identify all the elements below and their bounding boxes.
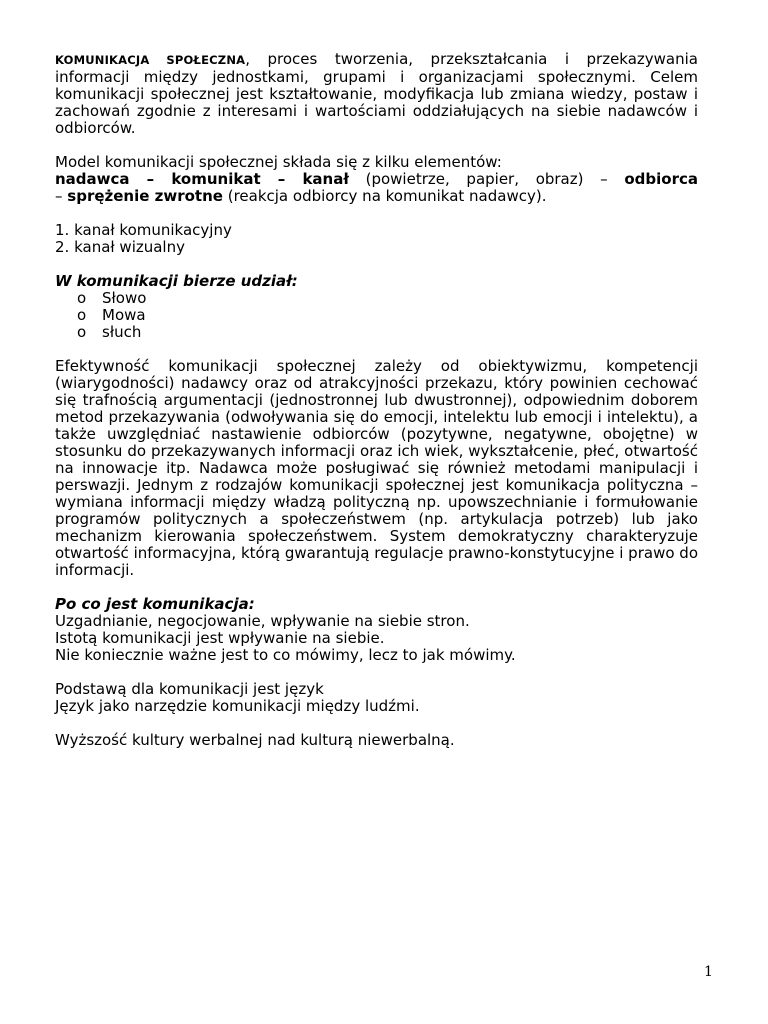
language-line: Język jako narzędzie komunikacji między ludźmi. [55, 697, 420, 715]
model-separator: – [55, 187, 68, 205]
list-item-text: Słowo [102, 289, 147, 307]
spacer [55, 205, 698, 222]
spacer [55, 341, 698, 358]
model-separator: – [260, 170, 303, 188]
bullet-marker: o [77, 289, 87, 307]
intro-text: , proces tworzenia, przekształcania i przekazywania informacji między jednostkami, grupami i organizacjami społecznymi. Celem komunikacji społecznej jest kształtowanie, modyfikacja lub zmiana wiedzy, postaw i zachowań zgodnie z interesami i wartościami oddziałujących na siebie nadawców i odbiorców. [55, 50, 698, 137]
spacer [55, 715, 698, 732]
purpose-line: Nie koniecznie ważne jest to co mówimy, lecz to jak mówimy. [55, 646, 516, 664]
intro-term: KOMUNIKACJA SPOŁECZNA [55, 53, 246, 67]
spacer [55, 137, 698, 154]
list-item [77, 324, 698, 341]
list-item-text: Mowa [102, 306, 146, 324]
participation-list [55, 290, 698, 341]
participation-heading: W komunikacji bierze udział: [55, 272, 298, 290]
channel-item: 2. kanał wizualny [55, 238, 185, 256]
model-element-sender: nadawca [55, 170, 130, 188]
list-item-text: słuch [102, 323, 142, 341]
channel-item: 1. kanał komunikacyjny [55, 221, 232, 239]
page-number: 1 [704, 964, 713, 980]
purpose-line: Istotą komunikacji jest wpływanie na siebie. [55, 629, 385, 647]
model-element-receiver: odbiorca [624, 170, 699, 188]
model-element-feedback: sprężenie zwrotne [67, 187, 223, 205]
list-item [77, 307, 698, 324]
superiority-line: Wyższość kultury werbalnej nad kulturą niewerbalną. [55, 731, 455, 749]
model-channel-note: (powietrze, papier, obraz) – [348, 170, 625, 188]
list-item [77, 290, 698, 307]
model-element-channel: kanał [302, 170, 349, 188]
model-separator: – [129, 170, 172, 188]
purpose-line: Uzgadnianie, negocjowanie, wpływanie na siebie stron. [55, 612, 470, 630]
model-feedback-line [55, 188, 698, 205]
spacer [55, 664, 698, 681]
spacer [55, 579, 698, 596]
document-page [55, 51, 698, 749]
purpose-heading: Po co jest komunikacja: [55, 595, 255, 613]
model-feedback-note: (reakcja odbiorcy na komunikat nadawcy). [222, 187, 547, 205]
language-line: Podstawą dla komunikacji jest język [55, 680, 324, 698]
effectiveness-paragraph: Efektywność komunikacji społecznej zależy od obiektywizmu, kompetencji (wiarygodności) nadawcy oraz od atrakcyjności przekazu, który powinien cechować się trafnością argumentacji (jednostronnej lub dwustronnej), odpowiednim doborem metod przekazywania (odwoływania się do emocji, intelektu lub emocji i intelektu), a także uwzględniać nastawienie odbiorców (pozytywne, negatywne, obojętne) w stosunku do przekazywanych informacji oraz ich wiek, wykształcenie, płeć, otwartość na innowacje itp. Nadawca może posługiwać się również metodami manipulacji i perswazji. Jednym z rodzajów komunikacji społecznej jest komunikacja polityczna – wymiana informacji między władzą polityczną np. upowszechnianie i formułowanie programów politycznych a społeczeństwem (np. artykulacja potrzeb) lub jako mechanizm kierowania społeczeństwem. System demokratyczny charakteryzuje otwartość informacyjna, którą gwarantują regulacje prawno-konstytucyjne i prawo do informacji. [55, 357, 698, 579]
model-element-message: komunikat [171, 170, 261, 188]
model-elements-line [55, 171, 698, 188]
spacer [55, 256, 698, 273]
model-intro: Model komunikacji społecznej składa się z kilku elementów: [55, 153, 502, 171]
intro-paragraph [55, 51, 698, 137]
bullet-marker: o [77, 306, 87, 324]
bullet-marker: o [77, 323, 87, 341]
